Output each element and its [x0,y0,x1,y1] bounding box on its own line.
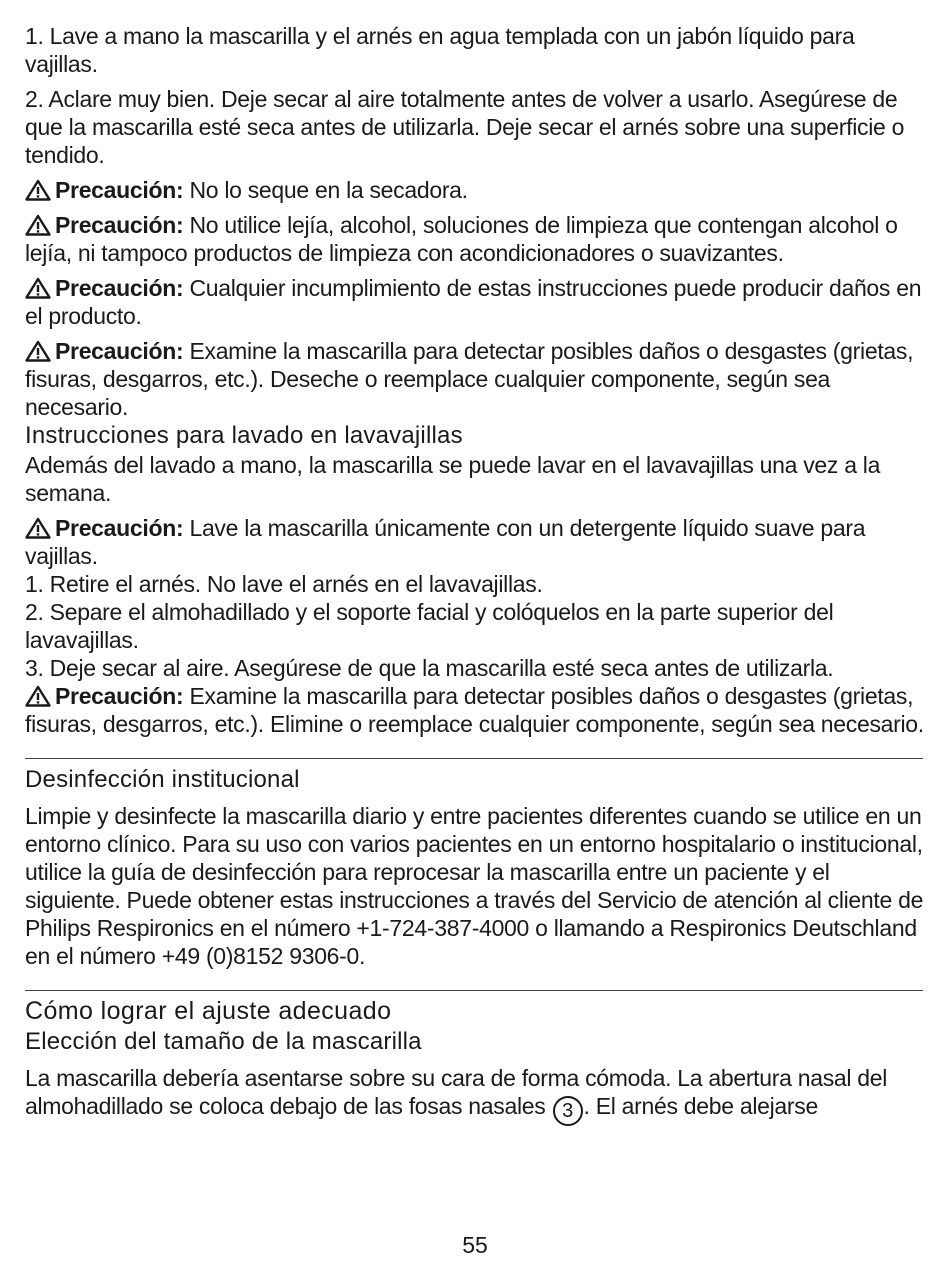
caution-label: Precaución: [55,683,184,709]
caution-note [25,274,925,330]
institutional-heading: Desinfección institucional [25,766,300,793]
warning-triangle-icon [25,179,51,201]
caution-label: Precaución: [55,338,184,364]
institutional-body: Limpie y desinfecte la mascarilla diario y entre pacientes diferentes cuando se utilice en un entorno clínico. Para su uso con varios pacientes en un entorno hospitalario o institucional, utilice la guía de desinfección para reprocesar la mascarilla entre un paciente y el siguiente. Puede obtener estas instrucciones a través del Servicio de atención al cliente de Philips Respironics en el número +1-724-387-4000 o llamando a Respironics Deutschland en el número +49 (0)8152 9306-0. [25,803,924,969]
dishwasher-step-3: 3. Deje secar al aire. Asegúrese de que la mascarilla esté seca antes de utilizarla. [25,655,834,681]
caution-note [25,514,925,570]
caution-text: Examine la mascarilla para detectar posibles daños o desgastes (grietas, fisuras, desgarros, etc.). Deseche o reemplace cualquier componente, según sea necesario. [25,338,914,420]
page-number: 55 [462,1232,488,1258]
fit-body-text: La mascarilla debería asentarse sobre su cara de forma cómoda. La abertura nasal del almohadillado se coloca debajo de las fosas nasales [25,1065,888,1119]
section-divider [25,758,923,759]
caution-note [25,176,925,204]
manual-page [25,22,925,1126]
caution-label: Precaución: [55,515,184,541]
fit-body-text-continued: . El arnés debe alejarse [583,1093,818,1119]
dishwasher-step-1: 1. Retire el arnés. No lave el arnés en el lavavajillas. [25,571,543,597]
mask-size-subheading: Elección del tamaño de la mascarilla [25,1028,422,1055]
warning-triangle-icon [25,277,51,299]
warning-triangle-icon [25,340,51,362]
figure-reference: 3 [553,1096,583,1126]
caution-text: No utilice lejía, alcohol, soluciones de limpieza que contengan alcohol o lejía, ni tampoco productos de limpieza con acondicionadores o suavizantes. [25,212,898,266]
dishwasher-heading: Instrucciones para lavado en lavavajillas [25,422,463,449]
caution-label: Precaución: [55,212,184,238]
warning-triangle-icon [25,214,51,236]
warning-triangle-icon [25,685,51,707]
hand-wash-step-2: 2. Aclare muy bien. Deje secar al aire totalmente antes de volver a usarlo. Asegúrese de que la mascarilla esté seca antes de utilizarla. Deje secar el arnés sobre una superficie o tendido. [25,86,905,168]
fit-heading: Cómo lograr el ajuste adecuado [25,997,392,1025]
dishwasher-intro: Además del lavado a mano, la mascarilla se puede lavar en el lavavajillas una vez a la semana. [25,452,881,506]
caution-label: Precaución: [55,275,184,301]
hand-wash-step-1: 1. Lave a mano la mascarilla y el arnés en agua templada con un jabón líquido para vajillas. [25,23,855,77]
fit-body [25,1064,925,1126]
dishwasher-step-2: 2. Separe el almohadillado y el soporte facial y colóquelos en la parte superior del lavavajillas. [25,599,834,653]
caution-text: Examine la mascarilla para detectar posibles daños o desgastes (grietas, fisuras, desgarros, etc.). Elimine o reemplace cualquier componente, según sea necesario. [25,683,924,737]
caution-note [25,682,925,738]
caution-note [25,211,925,267]
caution-label: Precaución: [55,177,184,203]
caution-note [25,337,925,421]
caution-text: Cualquier incumplimiento de estas instrucciones puede producir daños en el producto. [25,275,922,329]
caution-text: Lave la mascarilla únicamente con un detergente líquido suave para vajillas. [25,515,866,569]
section-divider [25,990,923,991]
caution-text: No lo seque en la secadora. [189,177,468,203]
warning-triangle-icon [25,517,51,539]
